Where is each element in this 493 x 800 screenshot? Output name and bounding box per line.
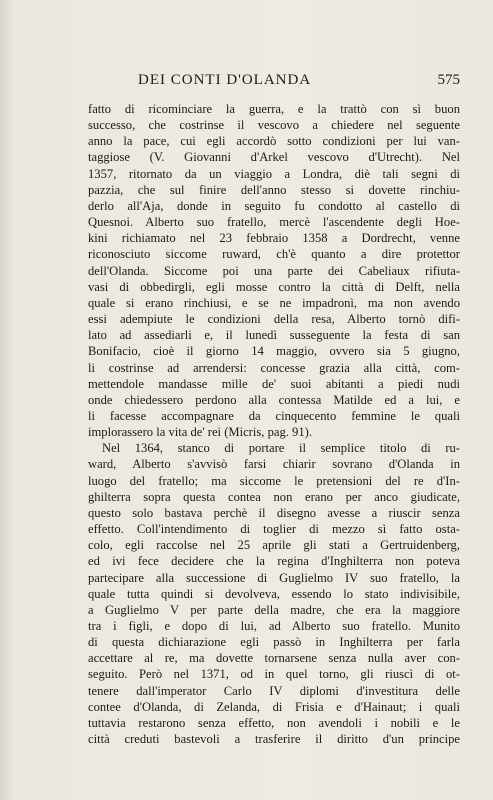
text-line: li facesse accompagnare da cinquecento femmine le quali [88,408,460,423]
running-header [88,72,460,96]
page-number: 575 [437,72,460,88]
text-line: quale si erano rinchiusi, e se ne impadronì, ma non avendo [88,295,460,310]
paragraph-2 [88,440,460,747]
text-line: ghilterra sopra questa contea non erano per anco giudicate, [88,489,460,504]
text-line: derlo all'Aja, donde in seguito fu condotto al castello di [88,198,460,213]
text-line: mettendole mandasse mille de' suoi abitanti a piedi nudi [88,376,460,391]
text-line: riconosciuto siccome ruward, ch'è quanto a dire protettor [88,247,460,262]
text-line: onde chiedessero perdono alla contessa Matilde ed a lui, e [88,392,460,407]
text-line: contee d'Olanda, di Zelanda, di Frisia e d'Hainaut; i quali [88,699,460,714]
text-line: taggiose (V. Giovanni d'Arkel vescovo d'Utrecht). Nel [88,150,460,165]
text-line: a Guglielmo V per parte della madre, che era la maggiore [88,602,460,617]
body-text [88,101,460,747]
text-line: accettare al re, ma dovette tornarsene senza nulla aver con- [88,651,460,666]
text-line: di questa dichiarazione egli passò in Inghilterra per farla [88,635,460,650]
text-line: vasi di obbedirgli, egli mosse contro la città di Delft, nella [88,279,460,294]
text-line: tuttavia restarono senza effetto, non avendoli i nobili e le [88,715,460,730]
running-title: DEI CONTI D'OLANDA [138,72,312,88]
text-line: successo, che costrinse il vescovo a chiedere nel seguente [88,118,460,133]
text-line: Nel 1364, stanco di portare il semplice titolo di ru- [102,441,460,456]
text-line: anno la pace, cui egli accordò sotto condizioni per lui van- [88,134,460,149]
text-line: quale tutta quindi si devolveva, essendo lo stato indivisibile, [88,586,460,601]
text-line: questo solo bastava perchè il disegno avesse a riuscir senza [88,505,460,520]
text-line: seguito. Però nel 1371, od in quel torno, gli riuscì di ot- [88,667,460,682]
text-line: fatto di ricominciare la guerra, e la trattò con sì buon [88,102,460,116]
text-line: partecipare alla successione di Guglielmo IV suo fratello, la [88,570,460,585]
text-line: li costrinse ad arrendersi: concesse grazia alla città, com- [88,360,460,375]
text-line: implorassero la vita de' rei (Micris, pag. 91). [88,425,312,440]
text-line: ed ivi fece decidere che la regina d'Inghilterra non poteva [88,554,460,569]
text-line: pazzia, che sul finire dell'anno stesso si dovette rinchiu- [88,182,460,197]
text-line: 1357, ritornato da un viaggio a Londra, diè tali segni di [88,166,460,181]
text-line: lato ad assediarli e, il lunedì susseguente la festa di san [88,328,460,343]
text-line: kini richiamato nel 23 febbraio 1358 a Dordrecht, venne [88,231,460,246]
text-line: effetto. Coll'intendimento di toglier di mezzo sì fatto osta- [88,522,460,537]
text-line: essi adempiute le condizioni della resa, Alberto tornò difi- [88,312,460,327]
text-line: colo, egli raccolse nel 25 aprile gli stati a Gertruidenberg, [88,538,460,553]
text-line: dell'Olanda. Siccome poi una parte dei Cabeliaux rifiuta- [88,263,460,278]
text-line: luogo del fratello; ma siccome le pretensioni del re d'In- [88,473,460,488]
text-line: Quesnoi. Alberto suo fratello, mercè l'ascendente degli Hoe- [88,215,460,230]
text-line: tra i figli, e dopo di lui, ad Alberto suo fratello. Munito [88,619,460,633]
text-line: Bonifacio, cioè il giorno 14 maggio, ovvero sia 5 giugno, [88,344,460,359]
paragraph-1 [88,101,460,440]
text-line: città creduti bastevoli a trasferire il diritto d'un principe [88,732,460,747]
text-line: tenere dall'imperator Carlo IV diplomi d'investitura delle [88,683,460,698]
text-line: ward, Alberto s'avvisò farsi chiarir sovrano d'Olanda in [88,457,460,472]
